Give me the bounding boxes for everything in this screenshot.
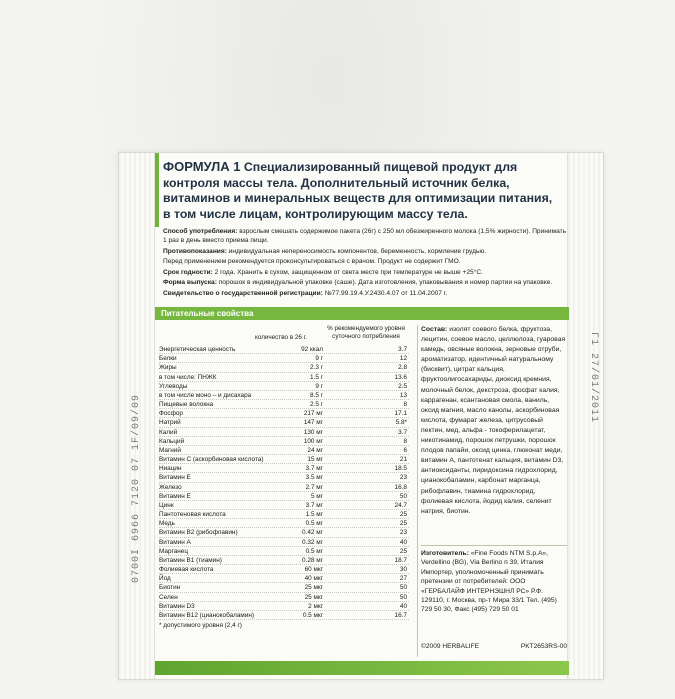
- reg-label: Свидетельство о государственной регистрации:: [163, 289, 323, 297]
- nutrient-amount: 1.5 г: [310, 373, 323, 381]
- composition-block: [421, 325, 567, 517]
- nutrient-amount: 0.5 мкг: [302, 611, 323, 619]
- nutrient-name: Жиры: [159, 364, 177, 372]
- composition-label: Состав:: [421, 326, 448, 333]
- nutrient-percent: 50: [399, 584, 407, 592]
- nutrient-amount: 15 мг: [307, 456, 323, 464]
- nutrient-amount: 2.5 г: [310, 401, 323, 409]
- nutrition-row: [159, 574, 409, 583]
- shelf-label: Срок годности:: [163, 268, 213, 276]
- nutrition-table-head: [159, 325, 409, 345]
- nutrient-amount: 3.7 мг: [305, 501, 323, 509]
- nutrition-table: [159, 325, 409, 629]
- nutrient-amount: 0.28 мг: [302, 556, 323, 564]
- registration-paragraph: [163, 289, 567, 298]
- nutrient-percent: 50: [399, 492, 407, 500]
- nutrient-amount: 2.3 г: [310, 364, 323, 372]
- nutrient-percent: 6: [403, 446, 407, 454]
- consult-paragraph: Перед применением рекомендуется проконсультироваться с врачом. Продукт не содержит ГМО.: [163, 258, 461, 266]
- nutrient-amount: 2 мкг: [308, 602, 323, 610]
- nutrient-amount: 60 мкг: [304, 566, 323, 574]
- right-seal-strip: [567, 153, 603, 679]
- shelf-text: 2 года. Хранить в сухом, защищенном от света месте при температуре не выше +25°C.: [214, 268, 483, 276]
- nutrient-amount: 8.5 г: [310, 391, 323, 399]
- nutrient-name: Витамин С (аскорбиновая кислота): [159, 456, 264, 464]
- nutrient-percent: 3.7: [398, 346, 407, 353]
- nutrition-row: [159, 473, 409, 482]
- nutrition-row: [159, 446, 409, 455]
- nutrition-row: [159, 464, 409, 473]
- nutrition-row: [159, 483, 409, 492]
- usage-paragraph: [163, 227, 567, 246]
- nutrient-percent: 25: [399, 520, 407, 528]
- nutrient-name: Витамин В2 (рибофлавин): [159, 529, 238, 537]
- nutrition-row: [159, 528, 409, 537]
- nutrition-row: [159, 510, 409, 519]
- reg-text: №77.99.19.4.У.2430.4.07 от 11.04.2007 г.: [324, 289, 448, 297]
- usage-label: Способ употребления:: [163, 228, 238, 235]
- nutrient-name: Ниацин: [159, 465, 182, 473]
- nutrient-amount: 2.7 мг: [305, 483, 323, 491]
- nutrient-name: Пантотеновая кислота: [159, 511, 226, 519]
- nutrition-row: [159, 455, 409, 464]
- nutrient-name: Калий: [159, 428, 178, 436]
- nutrient-percent: 8: [403, 401, 407, 409]
- bottom-green-band: [155, 661, 569, 675]
- nutrient-name: Пищевые волокна: [159, 401, 214, 409]
- nutrient-name: Магний: [159, 446, 181, 454]
- left-seal-strip: [119, 153, 155, 679]
- nutrition-row: [159, 593, 409, 602]
- nutrition-row: [159, 583, 409, 592]
- nutrient-name: Витамин Е: [159, 492, 191, 500]
- nutrient-amount: 0.5 мг: [305, 520, 323, 528]
- nutrient-name: Витамин Е: [159, 474, 191, 482]
- nutrient-name: Селен: [159, 593, 178, 601]
- nutrient-percent: 17.1: [394, 410, 407, 418]
- nutrient-name: Углеводы: [159, 382, 188, 390]
- nutrition-row: [159, 354, 409, 363]
- nutrient-percent: 23: [399, 474, 407, 482]
- col-percent-header: % рекомендуемого уровня суточного потребления: [327, 325, 405, 340]
- col-amount-header: количество в 26 г.: [255, 334, 307, 341]
- maker-text: «Fine Foods NTM S.p.A», Verdellino (BG), Via Berlino п 39, Италия Импортер, уполномоченный принимать претензии от потребителей: ООО «ГЕРБАЛАЙФ ИНТЕРНЭШНЛ РС» Р.Ф. 129110, г. Москва, пр-т Мира 33/1 Тел. (495) 729 50 30, Факс (495) 729 50 01: [421, 550, 557, 614]
- nutrition-row: [159, 519, 409, 528]
- nutrient-percent: 30: [399, 566, 407, 574]
- nutrient-percent: 2.5: [398, 382, 407, 390]
- nutrient-name: Биотин: [159, 584, 181, 592]
- nutrient-percent: 40: [399, 538, 407, 546]
- nutrient-amount: 5 мг: [310, 492, 323, 500]
- nutrient-name: Цинк: [159, 501, 174, 509]
- nutrient-percent: 3.7: [398, 428, 407, 436]
- nutrient-percent: 27: [399, 575, 407, 583]
- column-divider: [417, 325, 418, 657]
- nutrition-row: [159, 565, 409, 574]
- nutrient-percent: 13: [399, 391, 407, 399]
- nutrient-amount: 3.5 мг: [305, 474, 323, 482]
- nutrient-amount: 9 г: [315, 382, 323, 390]
- nutrient-percent: 25: [399, 511, 407, 519]
- nutrient-amount: 100 мг: [303, 437, 323, 445]
- nutrition-row: [159, 382, 409, 391]
- nutrient-name: Натрий: [159, 419, 181, 427]
- nutrition-row: [159, 345, 409, 354]
- nutrition-row: [159, 538, 409, 547]
- title-description: Специализированный пищевой продукт для контроля массы тела. Дополнительный источник белка, витаминов и минеральных веществ для оптимизации питания, в том числе лицам, контролирующим массу тела.: [163, 160, 553, 221]
- nutrient-percent: 23: [399, 529, 407, 537]
- nutrient-name: Медь: [159, 520, 175, 528]
- nutrition-row: [159, 400, 409, 409]
- nutrition-row: [159, 428, 409, 437]
- nutrient-percent: 8: [403, 437, 407, 445]
- usage-info: [163, 227, 567, 299]
- nutrition-row: [159, 363, 409, 372]
- nutrition-row: [159, 418, 409, 427]
- nutrition-row: [159, 373, 409, 382]
- nutrient-name: Фосфор: [159, 410, 183, 418]
- nutrient-percent: 13.6: [394, 373, 407, 381]
- nutrient-amount: 92 ккал: [301, 346, 323, 353]
- nutrient-percent: 18.5: [394, 465, 407, 473]
- nutrient-amount: 217 мг: [303, 410, 323, 418]
- composition-text: изолят соевого белка, фруктоза, лецитин, соевое масло, целлюлоза, гуаровая камедь, овсяные волокна, зерновые отруби, ароматизатор, идентичный натуральному (бисквит), цитрат кальция, фруктоолигосахариды, диоксид кремния, молочный белок, декстроза, фосфат калия, каррагенан, ксантановая смола, ваниль, оксид магния, масло канолы, аскорбиновая кислота, фумарат железа, цитрусовый пектин, мед, альфа - токоферилацетат, никотинамид, порошок петрушки, порошок плодов папайи, оксид цинка, глюконат меди, витамин А, пантотенат кальция, витамин D3, антиоксиданты, пиридоксина гидрохлорид, цианокобаламин, карбонат марганца, рибофлавин, тиамина гидрохлорид, фолиевая кислота, йодид калия, селенит натрия, биотин.: [421, 326, 566, 515]
- nutrient-amount: 9 г: [315, 355, 323, 363]
- maker-label: Изготовитель:: [421, 550, 469, 557]
- batch-code-right: Г1 27/01/2011: [588, 331, 599, 423]
- nutrient-amount: 147 мг: [303, 419, 323, 427]
- nutrient-percent: 18.7: [394, 556, 407, 564]
- nutrient-amount: 25 мкг: [304, 593, 323, 601]
- nutrient-percent: 12: [399, 355, 407, 363]
- contra-label: Противопоказания:: [163, 247, 227, 255]
- nutrient-name: в том числе: ПНЖК: [159, 373, 217, 381]
- shelf-paragraph: [163, 268, 567, 277]
- nutrient-amount: 1.5 мг: [305, 511, 323, 519]
- form-label: Форма выпуска:: [163, 279, 217, 287]
- nutrition-row: [159, 437, 409, 446]
- nutrient-name: Энергетическая ценность: [159, 346, 236, 353]
- nutrient-name: Витамин D3: [159, 602, 195, 610]
- nutrient-amount: 0.42 мг: [302, 529, 323, 537]
- manufacturer-block: [421, 545, 567, 615]
- nutrition-row: [159, 391, 409, 400]
- nutrient-amount: 40 мкг: [304, 575, 323, 583]
- nutrient-percent: 50: [399, 593, 407, 601]
- nutrition-row: [159, 602, 409, 611]
- copyright-text: ©2009 HERBALIFE: [421, 643, 480, 650]
- nutrient-name: Витамин В12 (цианокобаламин): [159, 611, 255, 619]
- nutrient-amount: 0.32 мг: [302, 538, 323, 546]
- nutrient-name: Белки: [159, 355, 177, 363]
- nutrition-row: [159, 409, 409, 418]
- nutrition-row: [159, 547, 409, 556]
- form-text: порошок в индивидуальной упаковке (саше). Дата изготовления, упаковывания и номер партии на упаковке.: [218, 279, 553, 287]
- footer-line: [421, 643, 567, 650]
- contra-paragraph: [163, 247, 567, 256]
- nutrition-footnote: * допустимого уровня (2,4 г): [159, 622, 242, 630]
- nutrient-percent: 2.8: [398, 364, 407, 372]
- nutrition-header: Питательные свойства: [155, 307, 569, 320]
- nutrient-name: в том числе моно – и дисахара: [159, 391, 252, 399]
- product-title: [163, 159, 563, 222]
- nutrient-amount: 0.5 мг: [305, 547, 323, 555]
- nutrient-amount: 24 мг: [307, 446, 323, 454]
- nutrient-name: Железо: [159, 483, 182, 491]
- contra-text: индивидуальная непереносимость компонентов, беременность, кормление грудью.: [228, 247, 487, 255]
- nutrient-percent: 16.7: [394, 611, 407, 619]
- nutrition-rows: [159, 345, 409, 620]
- nutrient-percent: 25: [399, 547, 407, 555]
- nutrient-name: Йод: [159, 575, 171, 583]
- batch-code-left: 0700I 6966 7120 07 1F/09/09: [131, 393, 142, 583]
- nutrient-percent: 5.8*: [395, 419, 407, 427]
- nutrition-row: [159, 556, 409, 565]
- nutrient-name: Витамин А: [159, 538, 191, 546]
- brand-name: ФОРМУЛА 1: [163, 159, 241, 174]
- nutrient-amount: 130 мг: [303, 428, 323, 436]
- nutrient-name: Фолиевая кислота: [159, 566, 214, 574]
- nutrient-name: Витамин В1 (тиамин): [159, 556, 222, 564]
- nutrient-amount: 25 мкг: [304, 584, 323, 592]
- form-paragraph: [163, 278, 567, 287]
- nutrient-percent: 21: [399, 456, 407, 464]
- nutrient-amount: 3.7 мг: [305, 465, 323, 473]
- nutrient-percent: 24.7: [394, 501, 407, 509]
- usage-text: взрослым смешать содержимое пакета (26г) с 250 мл обезжиренного молока (1,5% жирности). Принимать 1 раз в день вместо приема пищи.: [163, 228, 567, 245]
- product-sachet: [118, 152, 604, 680]
- nutrition-row: [159, 611, 409, 620]
- nutrient-name: Кальций: [159, 437, 185, 445]
- nutrient-percent: 40: [399, 602, 407, 610]
- nutrient-name: Марганец: [159, 547, 188, 555]
- product-code: PKT2653RS-00: [520, 643, 567, 650]
- nutrient-percent: 16.8: [394, 483, 407, 491]
- nutrition-row: [159, 501, 409, 510]
- nutrition-row: [159, 492, 409, 501]
